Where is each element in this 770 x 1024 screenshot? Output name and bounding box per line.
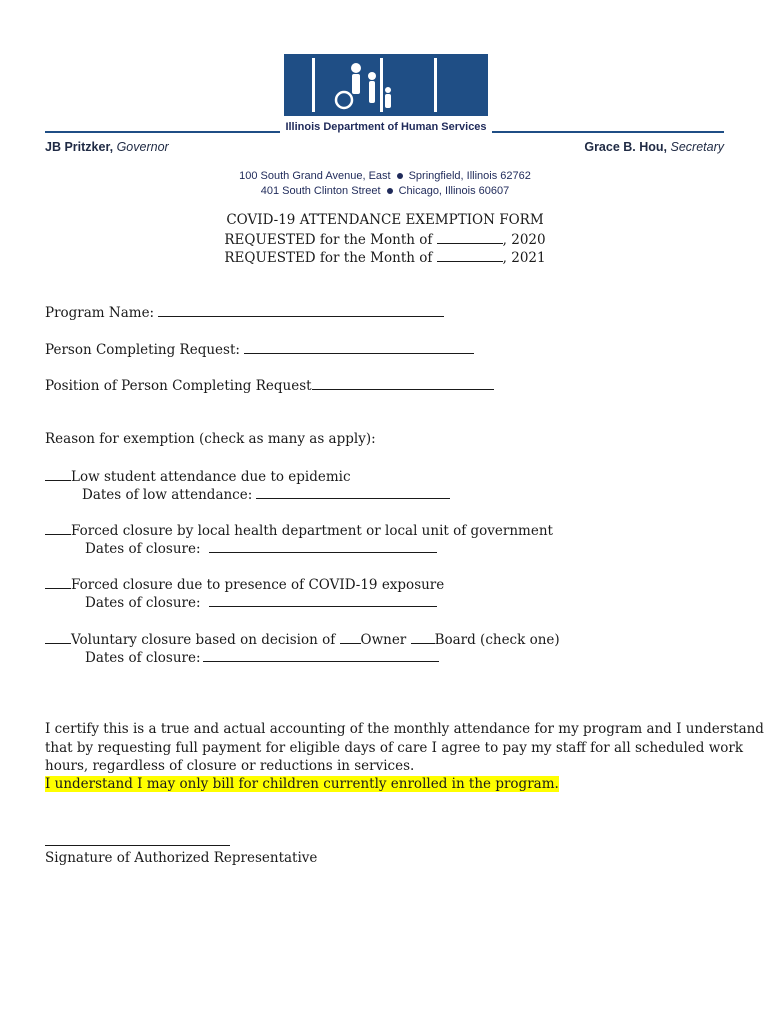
reason3-row — [45, 576, 444, 593]
secretary-name: Grace B. Hou, — [584, 140, 668, 154]
governor-line — [45, 140, 169, 154]
month-line-2020 — [0, 231, 770, 248]
program-name-label: Program Name: — [45, 305, 155, 321]
owner-label: Owner — [360, 632, 407, 648]
person-field[interactable] — [244, 341, 474, 354]
program-name-field[interactable] — [158, 304, 444, 317]
header-rule-right — [492, 131, 724, 133]
certify-line-3: hours, regardless of closure or reductions in services. — [45, 758, 415, 774]
reason2-row — [45, 522, 553, 539]
address-street-2: 401 South Clinton Street — [260, 185, 381, 197]
board-check[interactable] — [411, 631, 435, 644]
position-field[interactable] — [312, 377, 494, 390]
address-street-1: 100 South Grand Avenue, East — [239, 170, 391, 182]
reason3-dates-label: Dates of closure: — [85, 595, 201, 611]
reason1-dates-label: Dates of low attendance: — [82, 487, 253, 503]
owner-check[interactable] — [340, 631, 361, 644]
header-rule-left — [45, 131, 280, 133]
reason1-row — [45, 468, 351, 485]
reason2-check[interactable] — [45, 522, 71, 535]
reason2-label: Forced closure by local health department or local unit of government — [71, 523, 553, 539]
reason4-row — [45, 631, 560, 648]
certify-line-1: I certify this is a true and actual accounting of the monthly attendance for my program and I understand — [45, 721, 764, 737]
reason4-label: Voluntary closure based on decision of — [71, 632, 336, 648]
reason3-dates-field[interactable] — [209, 594, 437, 607]
governor-name: JB Pritzker, — [45, 140, 114, 154]
idhs-logo — [284, 54, 488, 134]
address-line-2 — [0, 185, 770, 197]
person-row — [45, 341, 474, 358]
bullet-icon — [397, 173, 403, 179]
reason2-dates-row — [85, 540, 437, 557]
bullet-icon — [387, 188, 393, 194]
reason1-dates-row — [82, 486, 450, 503]
position-row — [45, 377, 494, 394]
reason4-dates-field[interactable] — [203, 649, 439, 662]
address-city-2: Chicago, Illinois 60607 — [398, 185, 510, 197]
reason2-dates-field[interactable] — [209, 540, 437, 553]
month-blank-2020[interactable] — [437, 231, 503, 244]
signature-field[interactable] — [45, 845, 230, 846]
logo-subtitle: Illinois Department of Human Services — [285, 121, 487, 133]
certify-line-2: that by requesting full payment for eligible days of care I agree to pay my staff for all scheduled work — [45, 740, 744, 756]
person-label: Person Completing Request: — [45, 342, 240, 358]
enrollment-notice — [45, 776, 559, 792]
reason3-check[interactable] — [45, 576, 71, 589]
reason2-dates-label: Dates of closure: — [85, 541, 201, 557]
reason1-label: Low student attendance due to epidemic — [71, 469, 351, 485]
signature-label: Signature of Authorized Representative — [45, 850, 318, 866]
governor-title: Governor — [116, 140, 169, 154]
program-name-row — [45, 304, 444, 321]
address-city-1: Springfield, Illinois 62762 — [408, 170, 531, 182]
secretary-line — [584, 140, 724, 154]
month-blank-2021[interactable] — [437, 249, 503, 262]
reason3-dates-row — [85, 594, 437, 611]
enrollment-notice-text: I understand I may only bill for children currently enrolled in the program. — [45, 776, 559, 792]
reason4-check[interactable] — [45, 631, 71, 644]
position-label: Position of Person Completing Request — [45, 378, 312, 394]
board-label: Board (check one) — [434, 632, 560, 648]
reason3-label: Forced closure due to presence of COVID-19 exposure — [71, 577, 445, 593]
address-line-1 — [0, 170, 770, 182]
form-title: COVID-19 ATTENDANCE EXEMPTION FORM — [226, 212, 544, 228]
secretary-title: Secretary — [670, 140, 724, 154]
year-2021: , 2021 — [502, 250, 546, 266]
reason1-dates-field[interactable] — [256, 486, 450, 499]
reason-heading: Reason for exemption (check as many as apply): — [45, 431, 376, 447]
month-prefix: REQUESTED for the Month of — [224, 250, 433, 266]
reason1-check[interactable] — [45, 468, 71, 481]
month-line-2021 — [0, 249, 770, 266]
reason4-dates-label: Dates of closure: — [85, 650, 201, 666]
year-2020: , 2020 — [502, 232, 546, 248]
reason4-dates-row — [85, 649, 439, 666]
month-prefix: REQUESTED for the Month of — [224, 232, 433, 248]
